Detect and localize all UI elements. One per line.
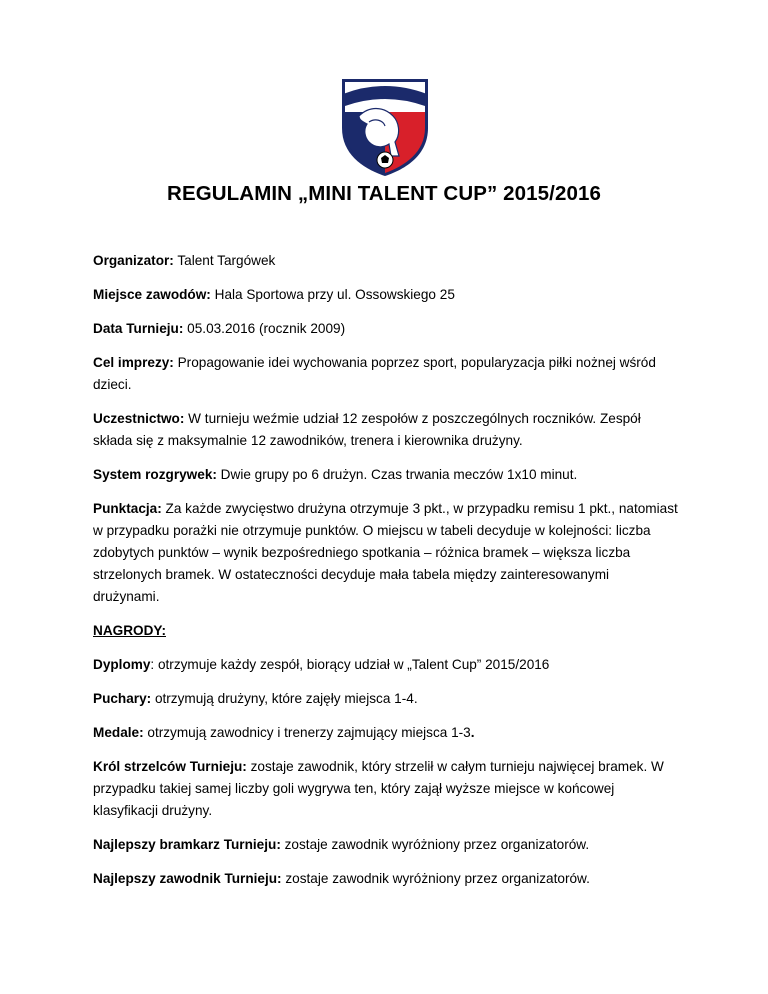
cups-label: Puchary: [93,691,152,706]
best-goalkeeper-paragraph [93,834,679,856]
participation-text: W turnieju weźmie udział 12 zespołów z poszczególnych roczników. Zespół składa się z maksymalnie 12 zawodników, trenera i kierownika drużyny. [93,411,641,448]
medals-label: Medale: [93,725,144,740]
venue-value: Hala Sportowa przy ul. Ossowskiego 25 [210,287,455,302]
venue-label: Miejsce zawodów: [93,287,211,302]
purpose-text: Propagowanie idei wychowania poprzez sport, popularyzacja piłki nożnej wśród dzieci. [93,355,656,392]
date-label: Data Turnieju: [93,321,184,336]
best-player-text: zostaje zawodnik wyróżniony przez organizatorów. [281,871,590,886]
medals-text: otrzymują zawodnicy i trenerzy zajmujący miejsca 1-3 [143,725,471,740]
date-line [93,318,679,340]
medals-end: . [470,725,475,740]
top-scorer-paragraph [93,756,679,822]
top-scorer-text: zostaje zawodnik, który strzelił w całym turnieju najwięcej bramek. W przypadku takiej samej liczby goli wygrywa ten, który zajął wyższe miejsce w końcowej klasyfikacji drużyny. [93,759,664,818]
diplomas-paragraph [93,654,679,676]
venue-line [93,284,679,306]
awards-heading [93,620,679,642]
cups-paragraph [93,688,679,710]
system-label: System rozgrywek: [93,467,217,482]
purpose-label: Cel imprezy: [93,355,174,370]
regulations-body [93,250,679,902]
system-text: Dwie grupy po 6 drużyn. Czas trwania meczów 1x10 minut. [216,467,578,482]
diplomas-text: : otrzymuje każdy zespół, biorący udział w „Talent Cup” 2015/2016 [150,657,550,672]
organizer-line [93,250,679,272]
scoring-paragraph [93,498,679,608]
best-goalkeeper-label: Najlepszy bramkarz Turnieju: [93,837,281,852]
club-crest-icon [339,76,431,176]
system-paragraph [93,464,679,486]
best-player-label: Najlepszy zawodnik Turnieju: [93,871,282,886]
participation-label: Uczestnictwo: [93,411,185,426]
date-value: 05.03.2016 (rocznik 2009) [183,321,346,336]
page-title: REGULAMIN „MINI TALENT CUP” 2015/2016 [167,182,601,205]
organizer-value: Talent Targówek [173,253,276,268]
best-player-paragraph [93,868,679,890]
top-scorer-label: Król strzelców Turnieju: [93,759,247,774]
best-goalkeeper-text: zostaje zawodnik wyróżniony przez organizatorów. [280,837,590,852]
diplomas-label: Dyplomy [93,657,151,672]
purpose-paragraph [93,352,679,396]
scoring-text: Za każde zwycięstwo drużyna otrzymuje 3 pkt., w przypadku remisu 1 pkt., natomiast w przypadku porażki nie otrzymuje punktów. O miejscu w tabeli decyduje w kolejności: liczba zdobytych punktów – wynik bezpośredniego spotkania – różnica bramek – większa liczba strzelonych bramek. W ostateczności decyduje mała tabela między zainteresowanymi drużynami. [93,501,678,604]
scoring-label: Punktacja: [93,501,162,516]
club-logo [339,76,431,176]
cups-text: otrzymują drużyny, które zajęły miejsca 1-4. [151,691,418,706]
organizer-label: Organizator: [93,253,174,268]
participation-paragraph [93,408,679,452]
medals-paragraph [93,722,679,744]
awards-heading-text: NAGRODY: [93,623,166,638]
